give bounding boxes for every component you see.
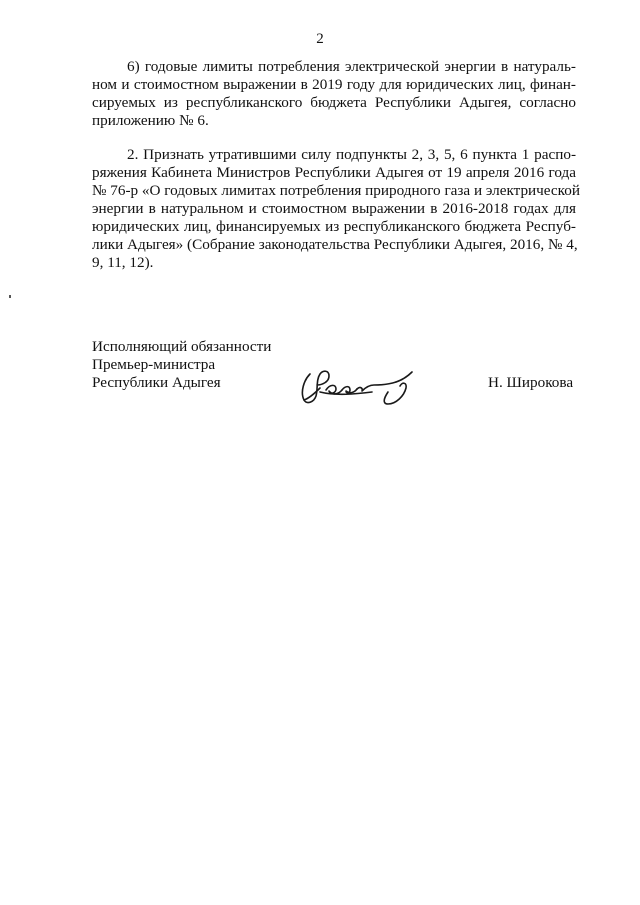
paragraph-line: ряжения Кабинета Министров Республики Адыгея от 19 апреля 2016 года (92, 164, 576, 181)
paragraph-line: сируемых из республиканского бюджета Республики Адыгея, согласно (92, 94, 576, 111)
handwritten-signature-icon (296, 362, 418, 408)
signatory-title-line: Премьер-министра (92, 356, 216, 373)
paragraph-line: юридических лиц, финансируемых из республиканского бюджета Респуб- (92, 218, 576, 235)
paragraph-line: приложению № 6. (92, 112, 209, 129)
paragraph-line: ном и стоимостном выражении в 2019 году для юридических лиц, финан- (92, 76, 576, 93)
signatory-title-line: Исполняющий обязанности (92, 338, 272, 355)
paragraph-line: 2. Признать утратившими силу подпункты 2, 3, 5, 6 пункта 1 распо- (127, 146, 576, 163)
scan-margin-mark (9, 295, 11, 298)
paragraph-line: № 76-р «О годовых лимитах потребления природного газа и электрической (92, 182, 580, 199)
signatory-name: Н. Широкова (488, 374, 574, 391)
page-number: 2 (316, 31, 324, 47)
paragraph-line: лики Адыгея» (Собрание законодательства Республики Адыгея, 2016, № 4, (92, 236, 578, 253)
paragraph-line: энергии в натуральном и стоимостном выражении в 2016-2018 годах для (92, 200, 576, 217)
signatory-title-line: Республики Адыгея (92, 374, 221, 391)
paragraph-line: 6) годовые лимиты потребления электрической энергии в натураль- (127, 58, 576, 75)
paragraph-line: 9, 11, 12). (92, 254, 154, 271)
